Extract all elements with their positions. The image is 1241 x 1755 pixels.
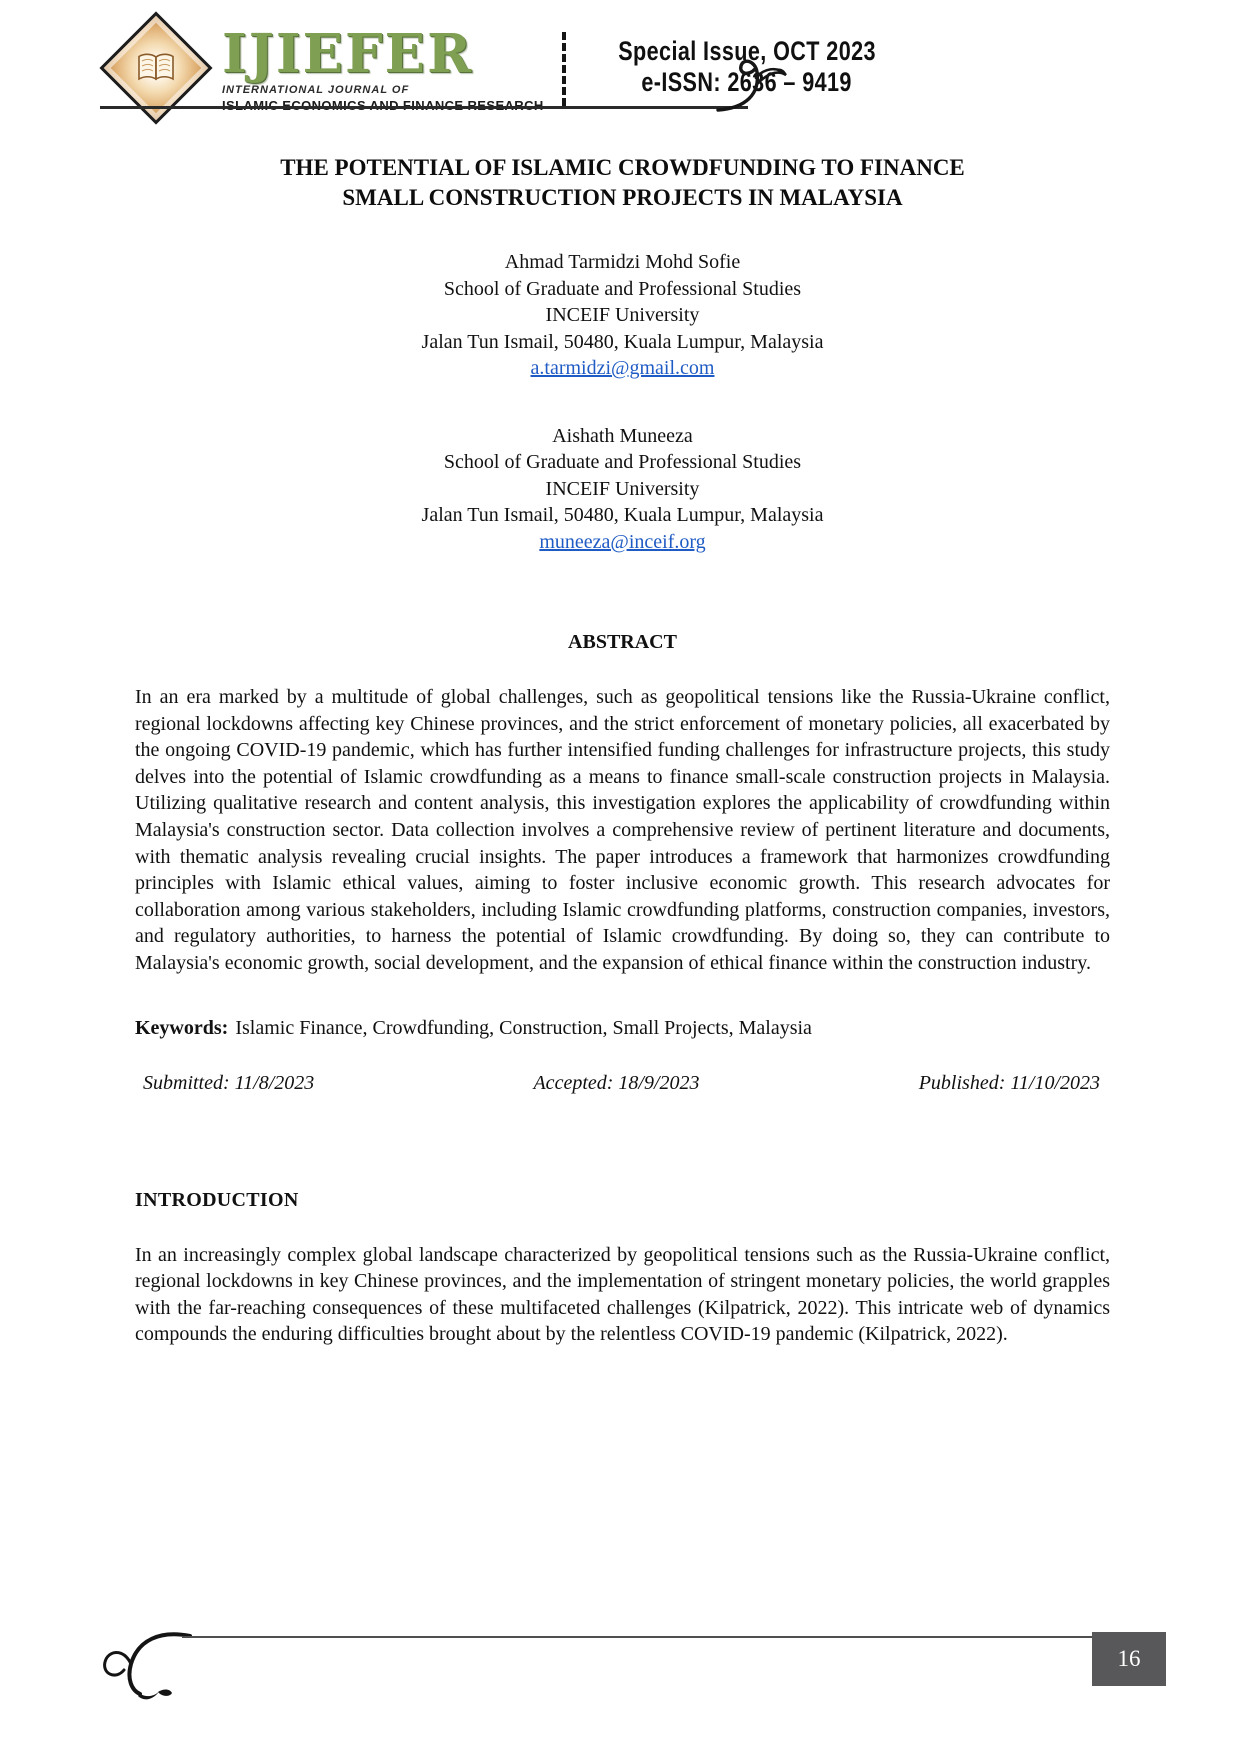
journal-wordmark bbox=[222, 23, 544, 113]
submitted-date: Submitted: 11/8/2023 bbox=[143, 1071, 315, 1094]
page-number: 16 bbox=[1117, 1646, 1141, 1671]
page-number-badge bbox=[1092, 1632, 1166, 1686]
author-block-1 bbox=[135, 249, 1110, 382]
open-book-icon bbox=[116, 28, 196, 108]
journal-emblem bbox=[100, 26, 218, 112]
author-1-address: Jalan Tun Ismail, 50480, Kuala Lumpur, Malaysia bbox=[421, 330, 824, 353]
footer-rule bbox=[182, 1636, 1092, 1638]
journal-logo bbox=[100, 23, 544, 113]
title-line-1: THE POTENTIAL OF ISLAMIC CROWDFUNDING TO FINANCE bbox=[280, 155, 965, 180]
journal-name-line1: INTERNATIONAL JOURNAL OF bbox=[222, 84, 410, 96]
page-footer bbox=[0, 1624, 1241, 1714]
author-2-address: Jalan Tun Ismail, 50480, Kuala Lumpur, Malaysia bbox=[421, 504, 824, 526]
special-issue-text: Special Issue, OCT 2023 bbox=[617, 36, 876, 66]
title-line-2: SMALL CONSTRUCTION PROJECTS IN MALAYSIA bbox=[342, 185, 903, 210]
author-1-email-link[interactable]: a.tarmidzi@gmail.com bbox=[530, 357, 715, 379]
author-block-2 bbox=[135, 423, 1110, 556]
accepted-date: Accepted: 18/9/2023 bbox=[533, 1071, 700, 1094]
dashed-vertical-divider bbox=[562, 32, 566, 106]
journal-acronym: IJIEFER bbox=[222, 23, 474, 85]
keywords-label: Keywords: bbox=[135, 1016, 229, 1039]
article-body bbox=[135, 153, 1110, 1348]
calligraphic-flourish-icon bbox=[98, 1626, 194, 1708]
calligraphic-flourish-icon bbox=[716, 54, 788, 116]
author-1-university: INCEIF University bbox=[545, 304, 700, 326]
abstract-text: In an era marked by a multitude of global challenges, such as geopolitical tensions like the Russia-Ukraine conflict, regional lockdowns affecting key Chinese provinces, and the strict enforcement of monetary policies, all exacerbated by the ongoing COVID-19 pandemic, which has further intensified funding challenges for infrastructure projects, this study delves into the potential of Islamic crowdfunding as a means to finance small-scale construction projects in Malaysia. Utilizing qualitative research and content analysis, this investigation explores the applicability of crowdfunding within Malaysia's construction sector. Data collection involves a comprehensive review of pertinent literature and documents, with thematic analysis revealing crucial insights. The paper introduces a framework that harmonizes crowdfunding principles with Islamic ethical values, aiming to foster inclusive economic growth. This research advocates for collaboration among various stakeholders, including Islamic crowdfunding platforms, construction companies, investors, and regulatory authorities, to harness the potential of Islamic crowdfunding. By doing so, they can contribute to Malaysia's economic growth, social development, and the expansion of ethical finance within the construction industry. bbox=[135, 686, 1110, 974]
introduction-text: In an increasingly complex global landscape characterized by geopolitical tensions such as the Russia-Ukraine conflict, regional lockdowns in key Chinese provinces, and the implementation of stringent monetary policies, the world grapples with the far-reaching consequences of these multifaceted challenges (Kilpatrick, 2022). This intricate web of dynamics compounds the enduring difficulties brought about by the relentless COVID-19 pandemic (Kilpatrick, 2022). bbox=[135, 1243, 1110, 1346]
eissn-text: e-ISSN: 2636 – 9419 bbox=[641, 67, 853, 97]
author-2-affiliation: School of Graduate and Professional Studies bbox=[443, 451, 802, 473]
abstract-heading: ABSTRACT bbox=[568, 631, 677, 653]
author-2-university: INCEIF University bbox=[545, 477, 700, 500]
author-1-name: Ahmad Tarmidzi Mohd Sofie bbox=[504, 251, 741, 273]
author-1-affiliation: School of Graduate and Professional Studies bbox=[443, 277, 802, 300]
header-rule bbox=[100, 106, 748, 109]
header-rule-wrap bbox=[100, 106, 760, 109]
journal-name-line2: ISLAMIC ECONOMICS AND FINANCE RESEARCH bbox=[222, 98, 544, 113]
keywords-text: Islamic Finance, Crowdfunding, Construction, Small Projects, Malaysia bbox=[235, 1016, 812, 1039]
introduction-heading: INTRODUCTION bbox=[135, 1188, 299, 1211]
dates-row bbox=[135, 1072, 1110, 1095]
author-2-email-link[interactable]: muneeza@inceif.org bbox=[539, 530, 706, 553]
keywords-line bbox=[135, 1017, 1110, 1040]
published-date: Published: 11/10/2023 bbox=[918, 1071, 1100, 1094]
article-title bbox=[135, 153, 1110, 213]
journal-header bbox=[0, 0, 1241, 113]
author-2-name: Aishath Muneeza bbox=[552, 424, 693, 447]
